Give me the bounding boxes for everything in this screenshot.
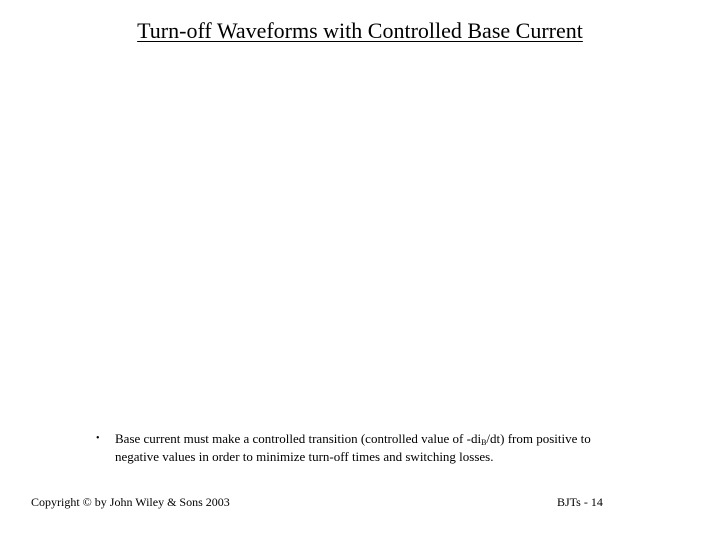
slide-title: Turn-off Waveforms with Controlled Base Current bbox=[137, 18, 583, 43]
bullet-subscript: B bbox=[481, 438, 487, 447]
bullet-text bbox=[115, 430, 616, 466]
bullet-text-part-2: /dt) from positive to negative values in order to minimize turn-off times and switching losses. bbox=[115, 431, 591, 464]
bullet-marker: • bbox=[96, 433, 100, 444]
bullet-text-part-1: Base current must make a controlled transition (controlled value of -di bbox=[115, 431, 482, 446]
footer-copyright: Copyright © by John Wiley & Sons 2003 bbox=[31, 495, 230, 509]
bullet-item bbox=[96, 430, 616, 466]
footer-page-label: BJTs - 14 bbox=[557, 495, 603, 509]
figure-area bbox=[60, 60, 660, 420]
